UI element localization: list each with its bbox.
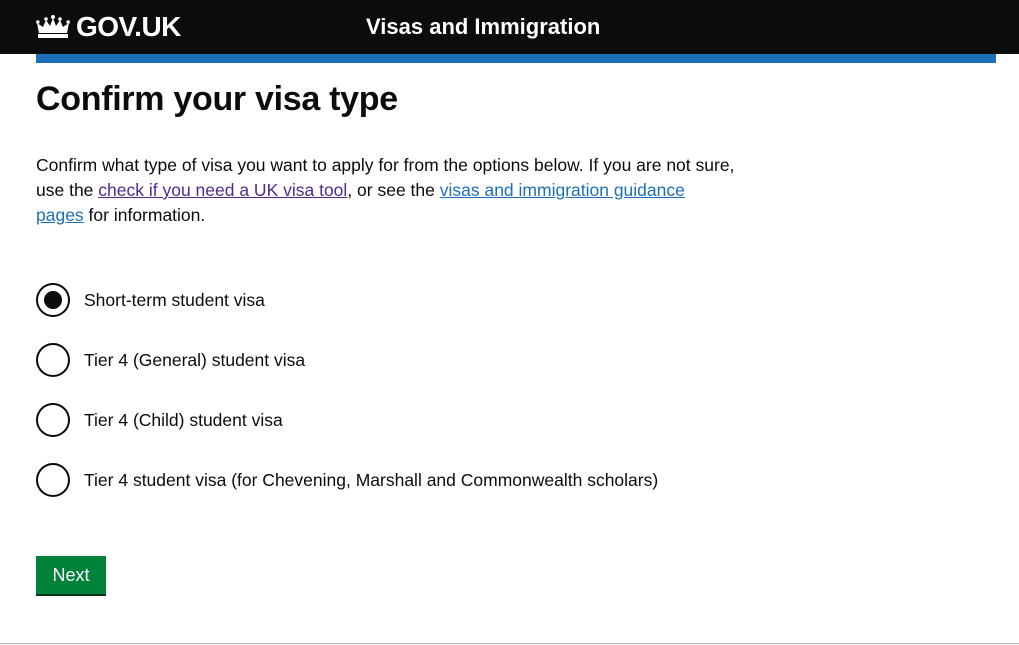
radio-button-tier4-general[interactable] bbox=[36, 343, 70, 377]
intro-text-1: Confirm what type of visa you want to apply for from the options below. If you are not sure, use the bbox=[36, 155, 735, 200]
intro-text-3: for information. bbox=[83, 205, 206, 225]
radio-option-short-term[interactable] bbox=[36, 281, 658, 319]
site-header bbox=[0, 0, 1019, 54]
crown-icon bbox=[36, 14, 70, 40]
header-blue-bar bbox=[36, 54, 996, 63]
bottom-divider bbox=[0, 643, 1019, 644]
radio-option-tier4-child[interactable] bbox=[36, 401, 658, 439]
next-button[interactable]: Next bbox=[36, 556, 106, 594]
radio-button-tier4-child[interactable] bbox=[36, 403, 70, 437]
logo-text: GOV.UK bbox=[76, 11, 181, 42]
radio-label-tier4-general[interactable]: Tier 4 (General) student visa bbox=[84, 350, 306, 370]
radio-label-tier4-scholars[interactable]: Tier 4 student visa (for Chevening, Marshall and Commonwealth scholars) bbox=[84, 470, 659, 490]
govuk-logo-link[interactable] bbox=[36, 12, 181, 42]
radio-button-tier4-scholars[interactable] bbox=[36, 463, 70, 497]
intro-paragraph bbox=[36, 153, 736, 228]
check-visa-tool-link[interactable]: check if you need a UK visa tool bbox=[98, 180, 348, 200]
radio-button-short-term[interactable] bbox=[36, 283, 70, 317]
service-name-link[interactable]: Visas and Immigration bbox=[366, 14, 601, 39]
intro-text-2: , or see the bbox=[347, 180, 440, 200]
radio-option-tier4-general[interactable] bbox=[36, 341, 658, 379]
guidance-pages-link[interactable]: visas and immigration guidance pages bbox=[36, 180, 685, 225]
page-title: Confirm your visa type bbox=[36, 80, 398, 118]
radio-label-short-term[interactable]: Short-term student visa bbox=[84, 290, 265, 310]
radio-label-tier4-child[interactable]: Tier 4 (Child) student visa bbox=[84, 410, 283, 430]
visa-type-radio-group bbox=[36, 281, 658, 521]
radio-option-tier4-scholars[interactable] bbox=[36, 461, 658, 499]
